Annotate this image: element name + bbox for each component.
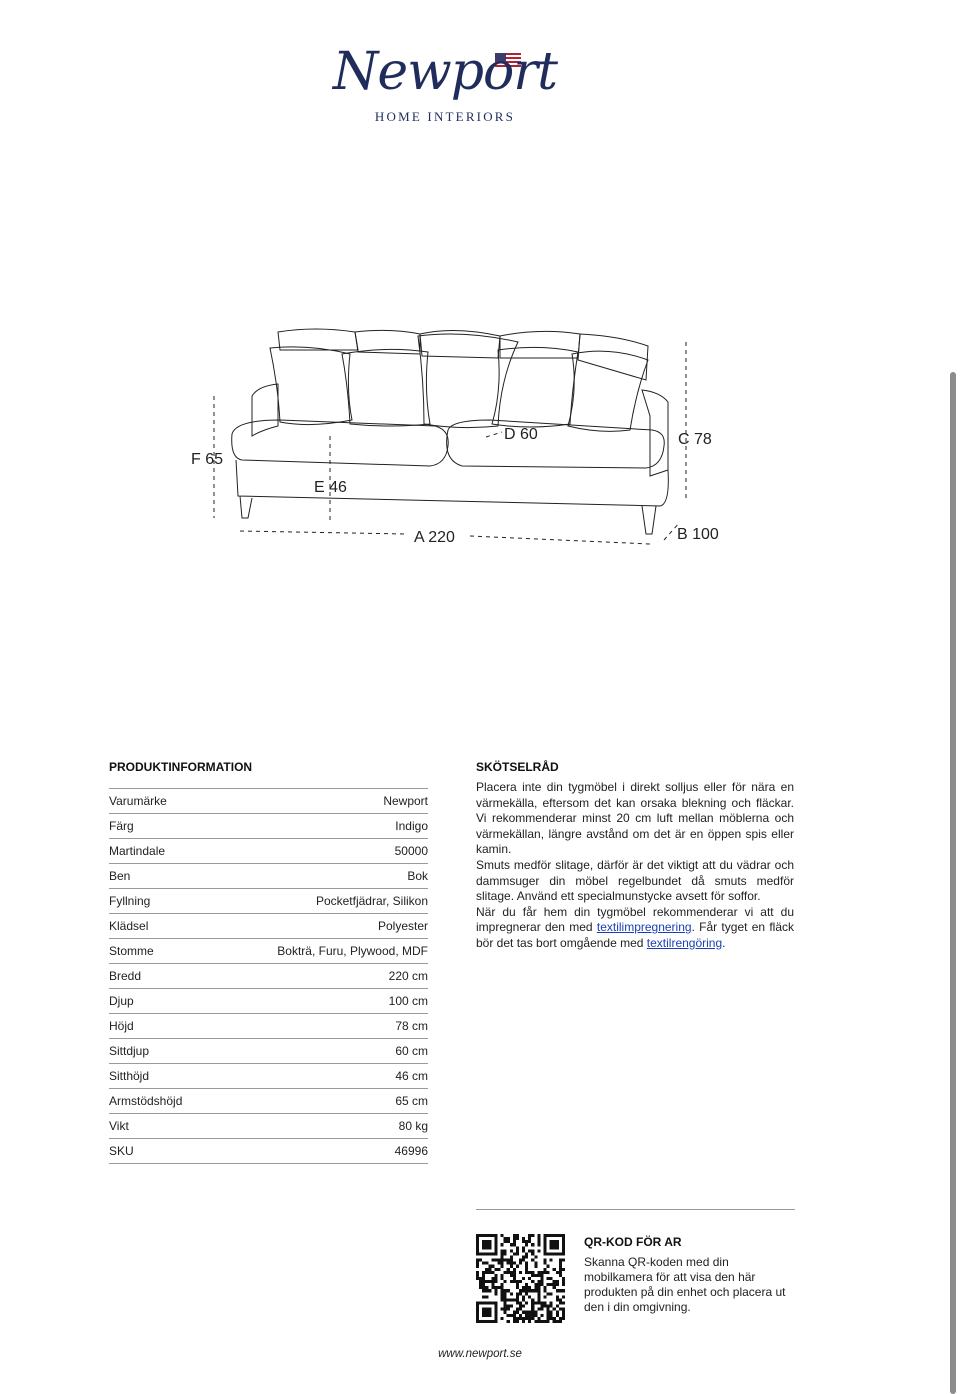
care-title: SKÖTSELRÅD	[476, 760, 559, 774]
spec-label: Bredd	[109, 969, 142, 983]
spec-row	[109, 1088, 428, 1113]
spec-label: Djup	[109, 994, 134, 1008]
spec-value: Indigo	[395, 819, 428, 833]
spec-label: Vikt	[109, 1119, 129, 1133]
spec-value: Pocketfjädrar, Silikon	[315, 894, 428, 908]
pillow	[418, 334, 518, 428]
dim-label-f: F 65	[191, 451, 224, 468]
divider	[476, 1209, 795, 1210]
spec-value: 46 cm	[395, 1069, 428, 1083]
sofa-leg	[240, 496, 252, 518]
brand-logo	[330, 40, 560, 130]
spec-row	[109, 913, 428, 938]
pillow	[568, 351, 648, 431]
spec-row	[109, 838, 428, 863]
brand-subtitle: HOME INTERIORS	[374, 109, 516, 124]
sofa-leg	[642, 506, 656, 534]
dim-label-a: A 220	[414, 529, 455, 546]
spec-value: 46996	[394, 1144, 428, 1158]
sofa-arm-left	[252, 384, 278, 436]
qr-title: QR-KOD FÖR AR	[584, 1235, 682, 1249]
spec-label: Sittdjup	[109, 1044, 150, 1058]
spec-value: 60 cm	[395, 1044, 428, 1058]
spec-row	[109, 938, 428, 963]
spec-value: Polyester	[377, 919, 428, 933]
spec-label: Klädsel	[109, 919, 149, 933]
spec-label: Stomme	[109, 944, 154, 958]
spec-row	[109, 1063, 428, 1088]
product-info-title: PRODUKTINFORMATION	[109, 760, 253, 774]
textile-impregnation-link[interactable]: textilimpregnering	[596, 920, 692, 935]
spec-row	[109, 813, 428, 838]
scrollbar[interactable]	[950, 372, 956, 1394]
sofa-base	[236, 460, 668, 506]
spec-label: Höjd	[109, 1019, 134, 1033]
spec-row	[109, 963, 428, 988]
spec-value: Bokträ, Furu, Plywood, MDF	[277, 944, 428, 958]
dim-label-d: D 60	[504, 426, 538, 443]
care-paragraph-1: Placera inte din tygmöbel i direkt solljus eller för nära en värmekälla, eftersom det kan orsaka blekning och fläckar. Vi rekommenderar minst 20 cm luft mellan möblerna och värmekällan, längre avstånd om det är en öppen spis eller kamin.	[476, 780, 794, 857]
pillow	[270, 347, 352, 425]
spec-row	[109, 788, 428, 813]
spec-label: Färg	[109, 819, 134, 833]
care-text	[476, 780, 794, 952]
spec-row	[109, 1113, 428, 1138]
spec-row	[109, 1038, 428, 1063]
sofa-arm-right	[642, 390, 668, 476]
sofa-dimension-diagram	[180, 320, 740, 560]
spec-label: Armstödshöjd	[109, 1094, 183, 1108]
qr-code[interactable]	[476, 1234, 565, 1323]
spec-value: Bok	[407, 869, 428, 883]
qr-description: Skanna QR-koden med din mobilkamera för att visa den här produkten på din enhet och placera ut den i din omgivning.	[584, 1255, 786, 1314]
back-cushion	[500, 331, 580, 358]
spec-value: 100 cm	[388, 994, 428, 1008]
spec-value: 50000	[394, 844, 428, 858]
pillow	[342, 349, 430, 426]
spec-label: SKU	[109, 1144, 134, 1158]
care-paragraph-2: Smuts medför slitage, därför är det viktigt att du vädrar och dammsuger din möbel regelbundet då smuts medför slitage. Använd ett specialmunstycke avsett för soffor.	[476, 857, 794, 904]
footer-url[interactable]: www.newport.se	[438, 1348, 522, 1360]
pillow	[492, 347, 578, 427]
spec-value: Newport	[383, 794, 428, 808]
spec-row	[109, 863, 428, 888]
spec-value: 220 cm	[388, 969, 428, 983]
spec-row	[109, 1138, 428, 1164]
dim-label-c: C 78	[678, 431, 712, 448]
spec-value: 78 cm	[395, 1019, 428, 1033]
textile-cleaning-link[interactable]: textilrengöring	[646, 935, 723, 950]
dimension-lines	[214, 342, 686, 544]
spec-label: Fyllning	[109, 894, 151, 908]
spec-label: Martindale	[109, 844, 166, 858]
spec-value: 65 cm	[395, 1094, 428, 1108]
care-paragraph-3: När du får hem din tygmöbel rekommenderar vi att du impregnerar den med textilimpregnering. Får tyget en fläck bör det tas bort omgående med textilrengöring.	[476, 904, 794, 950]
dim-label-b: B 100	[677, 526, 719, 543]
seat-cushion	[232, 420, 449, 466]
spec-row	[109, 888, 428, 913]
spec-label: Ben	[109, 869, 131, 883]
spec-row	[109, 1013, 428, 1038]
dim-label-e: E 46	[314, 479, 347, 496]
spec-row	[109, 988, 428, 1013]
spec-value: 80 kg	[398, 1119, 428, 1133]
spec-label: Sitthöjd	[109, 1069, 150, 1083]
brand-name: Newport	[332, 42, 558, 102]
spec-label: Varumärke	[109, 794, 167, 808]
product-info-table	[109, 788, 428, 1164]
